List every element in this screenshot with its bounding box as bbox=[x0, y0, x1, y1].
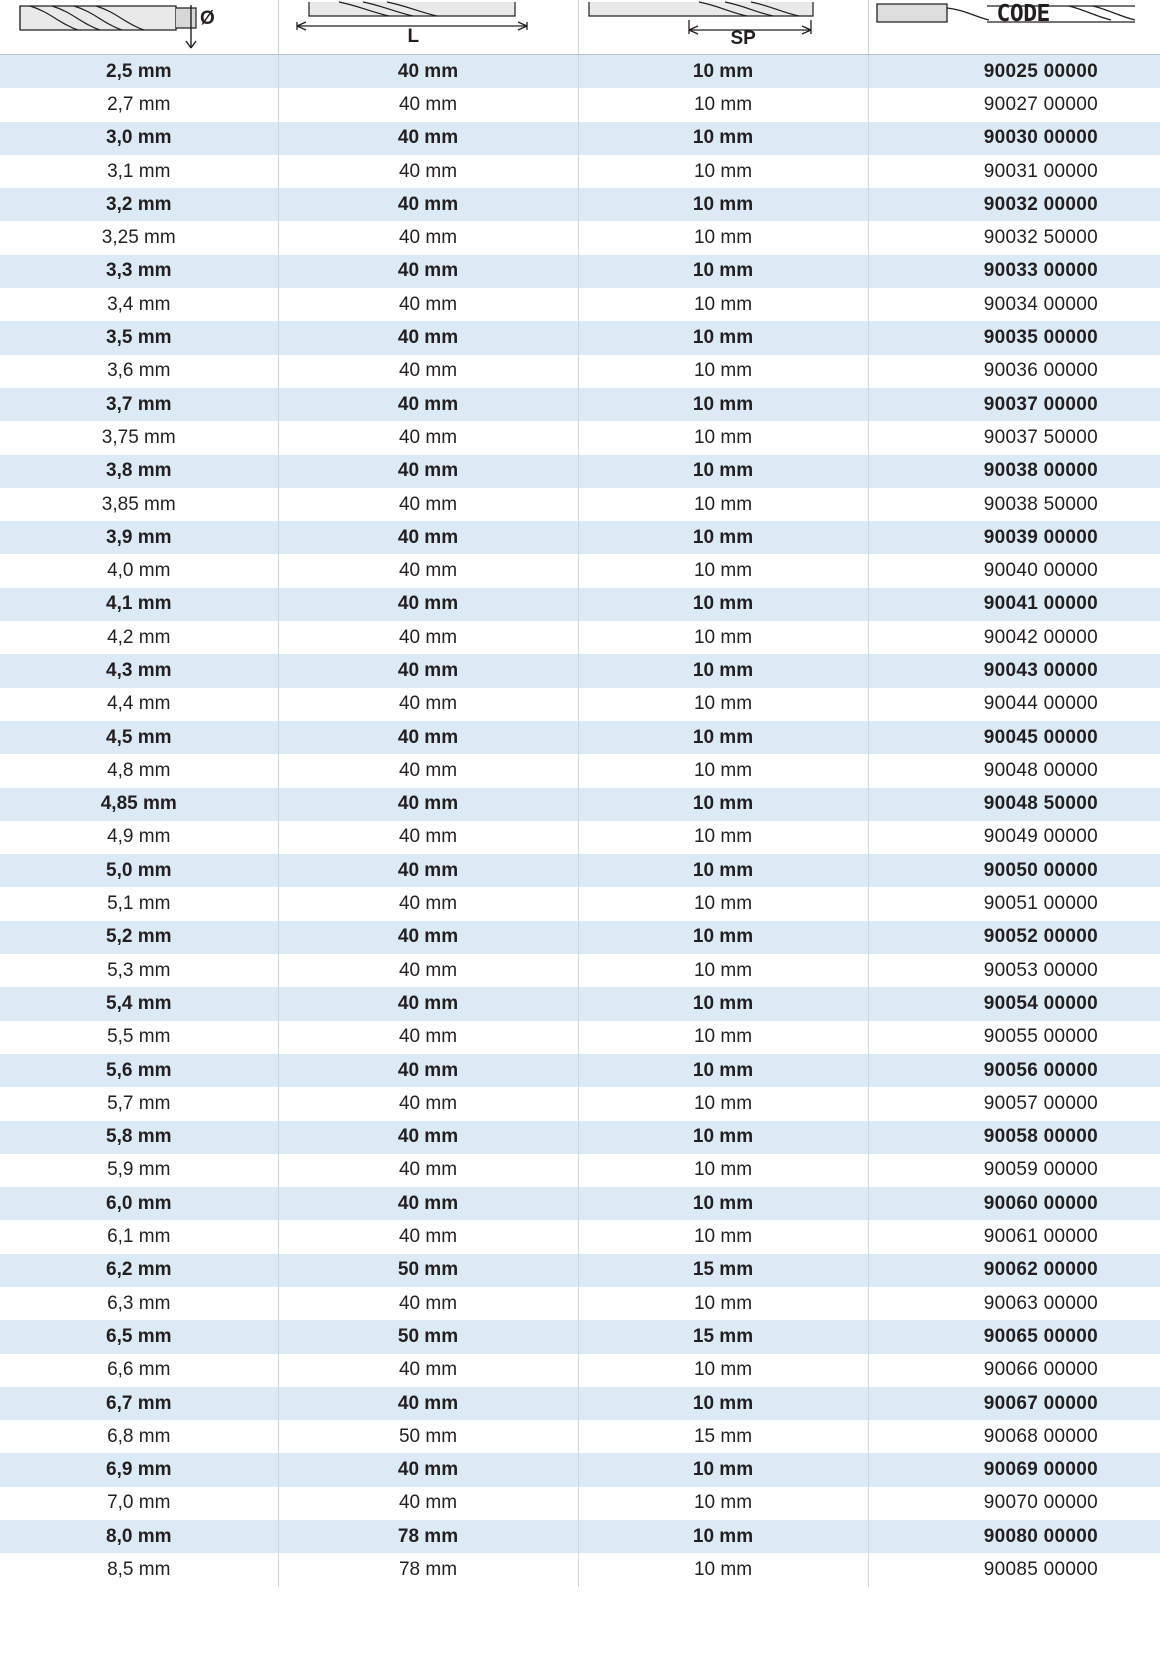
cell-flute: 10 mm bbox=[578, 488, 868, 521]
table-header-row bbox=[0, 0, 1160, 55]
cell-code: 90048 00000 bbox=[868, 754, 1160, 787]
column-header-code bbox=[868, 0, 1160, 55]
cell-length: 40 mm bbox=[278, 1220, 578, 1253]
cell-flute: 10 mm bbox=[578, 1054, 868, 1087]
cell-diameter: 3,25 mm bbox=[0, 221, 278, 254]
cell-flute: 15 mm bbox=[578, 1254, 868, 1287]
cell-diameter: 3,4 mm bbox=[0, 288, 278, 321]
cell-diameter: 6,5 mm bbox=[0, 1320, 278, 1353]
cell-code: 90038 00000 bbox=[868, 455, 1160, 488]
cell-diameter: 5,1 mm bbox=[0, 887, 278, 920]
cell-diameter: 4,1 mm bbox=[0, 588, 278, 621]
cell-code: 90069 00000 bbox=[868, 1453, 1160, 1486]
table-row bbox=[0, 1054, 1160, 1087]
cell-diameter: 6,6 mm bbox=[0, 1354, 278, 1387]
cell-diameter: 4,85 mm bbox=[0, 788, 278, 821]
cell-diameter: 3,5 mm bbox=[0, 321, 278, 354]
table-row bbox=[0, 388, 1160, 421]
table-row bbox=[0, 488, 1160, 521]
cell-length: 40 mm bbox=[278, 654, 578, 687]
cell-diameter: 5,9 mm bbox=[0, 1154, 278, 1187]
table-body bbox=[0, 55, 1160, 1587]
cell-flute: 10 mm bbox=[578, 1087, 868, 1120]
cell-flute: 10 mm bbox=[578, 621, 868, 654]
cell-length: 50 mm bbox=[278, 1420, 578, 1453]
table-row bbox=[0, 654, 1160, 687]
cell-diameter: 3,2 mm bbox=[0, 188, 278, 221]
cell-diameter: 2,5 mm bbox=[0, 55, 278, 89]
table-row bbox=[0, 1087, 1160, 1120]
cell-length: 40 mm bbox=[278, 255, 578, 288]
cell-code: 90085 00000 bbox=[868, 1553, 1160, 1586]
table-row bbox=[0, 1154, 1160, 1187]
table-row bbox=[0, 188, 1160, 221]
cell-diameter: 2,7 mm bbox=[0, 88, 278, 121]
cell-diameter: 5,2 mm bbox=[0, 921, 278, 954]
cell-code: 90025 00000 bbox=[868, 55, 1160, 89]
column-header-code-label: CODE bbox=[996, 1, 1050, 27]
cell-length: 40 mm bbox=[278, 1021, 578, 1054]
cell-diameter: 4,5 mm bbox=[0, 721, 278, 754]
cell-diameter: 4,4 mm bbox=[0, 688, 278, 721]
cell-flute: 10 mm bbox=[578, 122, 868, 155]
cell-flute: 10 mm bbox=[578, 155, 868, 188]
cell-flute: 15 mm bbox=[578, 1420, 868, 1453]
cell-code: 90054 00000 bbox=[868, 987, 1160, 1020]
cell-flute: 10 mm bbox=[578, 288, 868, 321]
cell-code: 90032 00000 bbox=[868, 188, 1160, 221]
cell-code: 90056 00000 bbox=[868, 1054, 1160, 1087]
cell-code: 90063 00000 bbox=[868, 1287, 1160, 1320]
cell-length: 40 mm bbox=[278, 321, 578, 354]
cell-code: 90068 00000 bbox=[868, 1420, 1160, 1453]
table-row bbox=[0, 288, 1160, 321]
cell-code: 90030 00000 bbox=[868, 122, 1160, 155]
cell-flute: 10 mm bbox=[578, 321, 868, 354]
cell-flute: 10 mm bbox=[578, 455, 868, 488]
cell-length: 78 mm bbox=[278, 1520, 578, 1553]
cell-length: 40 mm bbox=[278, 721, 578, 754]
cell-length: 40 mm bbox=[278, 588, 578, 621]
cell-flute: 10 mm bbox=[578, 588, 868, 621]
table-row bbox=[0, 887, 1160, 920]
cell-code: 90066 00000 bbox=[868, 1354, 1160, 1387]
cell-flute: 10 mm bbox=[578, 954, 868, 987]
cell-diameter: 3,9 mm bbox=[0, 521, 278, 554]
cell-length: 40 mm bbox=[278, 1087, 578, 1120]
cell-diameter: 6,1 mm bbox=[0, 1220, 278, 1253]
cell-flute: 10 mm bbox=[578, 355, 868, 388]
table-row bbox=[0, 821, 1160, 854]
cell-diameter: 6,7 mm bbox=[0, 1387, 278, 1420]
cell-diameter: 4,9 mm bbox=[0, 821, 278, 854]
cell-length: 40 mm bbox=[278, 355, 578, 388]
cell-flute: 10 mm bbox=[578, 1021, 868, 1054]
cell-code: 90038 50000 bbox=[868, 488, 1160, 521]
cell-diameter: 5,4 mm bbox=[0, 987, 278, 1020]
table-row bbox=[0, 1187, 1160, 1220]
cell-flute: 10 mm bbox=[578, 654, 868, 687]
cell-flute: 10 mm bbox=[578, 821, 868, 854]
cell-flute: 10 mm bbox=[578, 688, 868, 721]
cell-flute: 10 mm bbox=[578, 987, 868, 1020]
cell-length: 40 mm bbox=[278, 455, 578, 488]
cell-flute: 10 mm bbox=[578, 55, 868, 89]
cell-length: 40 mm bbox=[278, 488, 578, 521]
cell-flute: 10 mm bbox=[578, 1520, 868, 1553]
cell-code: 90060 00000 bbox=[868, 1187, 1160, 1220]
table-row bbox=[0, 1453, 1160, 1486]
cell-length: 40 mm bbox=[278, 1487, 578, 1520]
cell-code: 90051 00000 bbox=[868, 887, 1160, 920]
cell-flute: 10 mm bbox=[578, 1154, 868, 1187]
cell-diameter: 5,8 mm bbox=[0, 1121, 278, 1154]
cell-length: 40 mm bbox=[278, 521, 578, 554]
cell-code: 90037 00000 bbox=[868, 388, 1160, 421]
table-row bbox=[0, 1553, 1160, 1586]
cell-flute: 10 mm bbox=[578, 1187, 868, 1220]
table-row bbox=[0, 1387, 1160, 1420]
cell-diameter: 6,2 mm bbox=[0, 1254, 278, 1287]
cell-diameter: 3,7 mm bbox=[0, 388, 278, 421]
cell-diameter: 5,0 mm bbox=[0, 854, 278, 887]
cell-code: 90053 00000 bbox=[868, 954, 1160, 987]
cell-length: 40 mm bbox=[278, 55, 578, 89]
cell-code: 90080 00000 bbox=[868, 1520, 1160, 1553]
table-row bbox=[0, 987, 1160, 1020]
cell-diameter: 3,0 mm bbox=[0, 122, 278, 155]
cell-diameter: 4,8 mm bbox=[0, 754, 278, 787]
cell-flute: 10 mm bbox=[578, 221, 868, 254]
cell-flute: 10 mm bbox=[578, 887, 868, 920]
cell-flute: 10 mm bbox=[578, 788, 868, 821]
cell-length: 40 mm bbox=[278, 288, 578, 321]
table-row bbox=[0, 1354, 1160, 1387]
cell-code: 90037 50000 bbox=[868, 421, 1160, 454]
cell-length: 40 mm bbox=[278, 1354, 578, 1387]
table-row bbox=[0, 255, 1160, 288]
cell-diameter: 8,0 mm bbox=[0, 1520, 278, 1553]
cell-code: 90035 00000 bbox=[868, 321, 1160, 354]
cell-diameter: 5,5 mm bbox=[0, 1021, 278, 1054]
table-row bbox=[0, 1420, 1160, 1453]
cell-code: 90050 00000 bbox=[868, 854, 1160, 887]
cell-code: 90058 00000 bbox=[868, 1121, 1160, 1154]
cell-diameter: 7,0 mm bbox=[0, 1487, 278, 1520]
cell-length: 40 mm bbox=[278, 788, 578, 821]
table-row bbox=[0, 1254, 1160, 1287]
cell-length: 40 mm bbox=[278, 754, 578, 787]
cell-code: 90049 00000 bbox=[868, 821, 1160, 854]
cell-code: 90032 50000 bbox=[868, 221, 1160, 254]
table-row bbox=[0, 122, 1160, 155]
cell-diameter: 3,8 mm bbox=[0, 455, 278, 488]
table-row bbox=[0, 854, 1160, 887]
cell-flute: 10 mm bbox=[578, 421, 868, 454]
cell-code: 90031 00000 bbox=[868, 155, 1160, 188]
table-row bbox=[0, 155, 1160, 188]
cell-code: 90036 00000 bbox=[868, 355, 1160, 388]
cell-code: 90041 00000 bbox=[868, 588, 1160, 621]
table-row bbox=[0, 688, 1160, 721]
cell-diameter: 4,3 mm bbox=[0, 654, 278, 687]
cell-flute: 10 mm bbox=[578, 188, 868, 221]
table-row bbox=[0, 1121, 1160, 1154]
cell-length: 40 mm bbox=[278, 1387, 578, 1420]
cell-flute: 15 mm bbox=[578, 1320, 868, 1353]
cell-length: 40 mm bbox=[278, 821, 578, 854]
cell-diameter: 6,8 mm bbox=[0, 1420, 278, 1453]
table-row bbox=[0, 721, 1160, 754]
cell-flute: 10 mm bbox=[578, 1121, 868, 1154]
table-row bbox=[0, 88, 1160, 121]
table-row bbox=[0, 554, 1160, 587]
cell-code: 90065 00000 bbox=[868, 1320, 1160, 1353]
cell-code: 90043 00000 bbox=[868, 654, 1160, 687]
cell-code: 90055 00000 bbox=[868, 1021, 1160, 1054]
column-header-flute bbox=[578, 0, 868, 55]
cell-code: 90059 00000 bbox=[868, 1154, 1160, 1187]
cell-length: 40 mm bbox=[278, 88, 578, 121]
cell-diameter: 8,5 mm bbox=[0, 1553, 278, 1586]
cell-code: 90045 00000 bbox=[868, 721, 1160, 754]
cell-diameter: 6,3 mm bbox=[0, 1287, 278, 1320]
cell-code: 90052 00000 bbox=[868, 921, 1160, 954]
cell-length: 40 mm bbox=[278, 421, 578, 454]
table-header bbox=[0, 0, 1160, 55]
table-row bbox=[0, 1021, 1160, 1054]
cell-flute: 10 mm bbox=[578, 388, 868, 421]
cell-code: 90034 00000 bbox=[868, 288, 1160, 321]
table-row bbox=[0, 355, 1160, 388]
cell-diameter: 3,3 mm bbox=[0, 255, 278, 288]
cell-flute: 10 mm bbox=[578, 88, 868, 121]
cell-length: 40 mm bbox=[278, 1054, 578, 1087]
column-header-length-label: L bbox=[407, 26, 420, 47]
table-row bbox=[0, 455, 1160, 488]
cell-diameter: 3,75 mm bbox=[0, 421, 278, 454]
table-row bbox=[0, 1520, 1160, 1553]
table-row bbox=[0, 1287, 1160, 1320]
cell-length: 40 mm bbox=[278, 987, 578, 1020]
drill-bit-flute-icon bbox=[579, 0, 869, 54]
cell-flute: 10 mm bbox=[578, 1487, 868, 1520]
cell-code: 90044 00000 bbox=[868, 688, 1160, 721]
cell-length: 78 mm bbox=[278, 1553, 578, 1586]
table-row bbox=[0, 588, 1160, 621]
column-header-diameter bbox=[0, 0, 278, 55]
table-row bbox=[0, 321, 1160, 354]
table-row bbox=[0, 788, 1160, 821]
cell-code: 90070 00000 bbox=[868, 1487, 1160, 1520]
cell-diameter: 5,7 mm bbox=[0, 1087, 278, 1120]
cell-flute: 10 mm bbox=[578, 754, 868, 787]
cell-length: 40 mm bbox=[278, 854, 578, 887]
cell-length: 40 mm bbox=[278, 1287, 578, 1320]
cell-length: 50 mm bbox=[278, 1254, 578, 1287]
column-header-flute-label: SP bbox=[730, 28, 756, 49]
table-row bbox=[0, 221, 1160, 254]
table-row bbox=[0, 1487, 1160, 1520]
cell-length: 40 mm bbox=[278, 921, 578, 954]
cell-flute: 10 mm bbox=[578, 1553, 868, 1586]
table-row bbox=[0, 521, 1160, 554]
cell-length: 40 mm bbox=[278, 621, 578, 654]
table-row bbox=[0, 921, 1160, 954]
cell-length: 40 mm bbox=[278, 221, 578, 254]
table-row bbox=[0, 1320, 1160, 1353]
cell-code: 90040 00000 bbox=[868, 554, 1160, 587]
table-row bbox=[0, 954, 1160, 987]
cell-diameter: 4,0 mm bbox=[0, 554, 278, 587]
cell-length: 40 mm bbox=[278, 554, 578, 587]
table-row bbox=[0, 621, 1160, 654]
table-row bbox=[0, 1220, 1160, 1253]
cell-flute: 10 mm bbox=[578, 521, 868, 554]
cell-diameter: 3,85 mm bbox=[0, 488, 278, 521]
cell-diameter: 5,6 mm bbox=[0, 1054, 278, 1087]
drill-bit-length-icon bbox=[279, 0, 579, 54]
cell-code: 90048 50000 bbox=[868, 788, 1160, 821]
table-row bbox=[0, 421, 1160, 454]
cell-code: 90057 00000 bbox=[868, 1087, 1160, 1120]
cell-length: 40 mm bbox=[278, 688, 578, 721]
drill-bit-diameter-icon bbox=[0, 0, 278, 54]
cell-flute: 10 mm bbox=[578, 1387, 868, 1420]
cell-length: 40 mm bbox=[278, 1453, 578, 1486]
cell-length: 40 mm bbox=[278, 155, 578, 188]
cell-diameter: 6,9 mm bbox=[0, 1453, 278, 1486]
cell-length: 40 mm bbox=[278, 1121, 578, 1154]
cell-length: 40 mm bbox=[278, 887, 578, 920]
cell-flute: 10 mm bbox=[578, 1220, 868, 1253]
cell-code: 90027 00000 bbox=[868, 88, 1160, 121]
cell-flute: 10 mm bbox=[578, 921, 868, 954]
cell-flute: 10 mm bbox=[578, 854, 868, 887]
column-header-length bbox=[278, 0, 578, 55]
cell-flute: 10 mm bbox=[578, 1354, 868, 1387]
cell-length: 40 mm bbox=[278, 954, 578, 987]
cell-code: 90062 00000 bbox=[868, 1254, 1160, 1287]
cell-diameter: 3,6 mm bbox=[0, 355, 278, 388]
cell-code: 90033 00000 bbox=[868, 255, 1160, 288]
cell-code: 90061 00000 bbox=[868, 1220, 1160, 1253]
cell-flute: 10 mm bbox=[578, 255, 868, 288]
cell-length: 40 mm bbox=[278, 188, 578, 221]
cell-length: 40 mm bbox=[278, 388, 578, 421]
cell-flute: 10 mm bbox=[578, 554, 868, 587]
cell-flute: 10 mm bbox=[578, 1453, 868, 1486]
cell-diameter: 5,3 mm bbox=[0, 954, 278, 987]
cell-code: 90042 00000 bbox=[868, 621, 1160, 654]
cell-length: 40 mm bbox=[278, 122, 578, 155]
table-row bbox=[0, 55, 1160, 89]
cell-length: 40 mm bbox=[278, 1187, 578, 1220]
cell-length: 40 mm bbox=[278, 1154, 578, 1187]
cell-flute: 10 mm bbox=[578, 1287, 868, 1320]
cell-diameter: 3,1 mm bbox=[0, 155, 278, 188]
cell-diameter: 4,2 mm bbox=[0, 621, 278, 654]
cell-code: 90067 00000 bbox=[868, 1387, 1160, 1420]
column-header-diameter-label: Ø bbox=[200, 8, 215, 29]
cell-flute: 10 mm bbox=[578, 721, 868, 754]
cell-length: 50 mm bbox=[278, 1320, 578, 1353]
table-row bbox=[0, 754, 1160, 787]
cell-code: 90039 00000 bbox=[868, 521, 1160, 554]
cell-diameter: 6,0 mm bbox=[0, 1187, 278, 1220]
